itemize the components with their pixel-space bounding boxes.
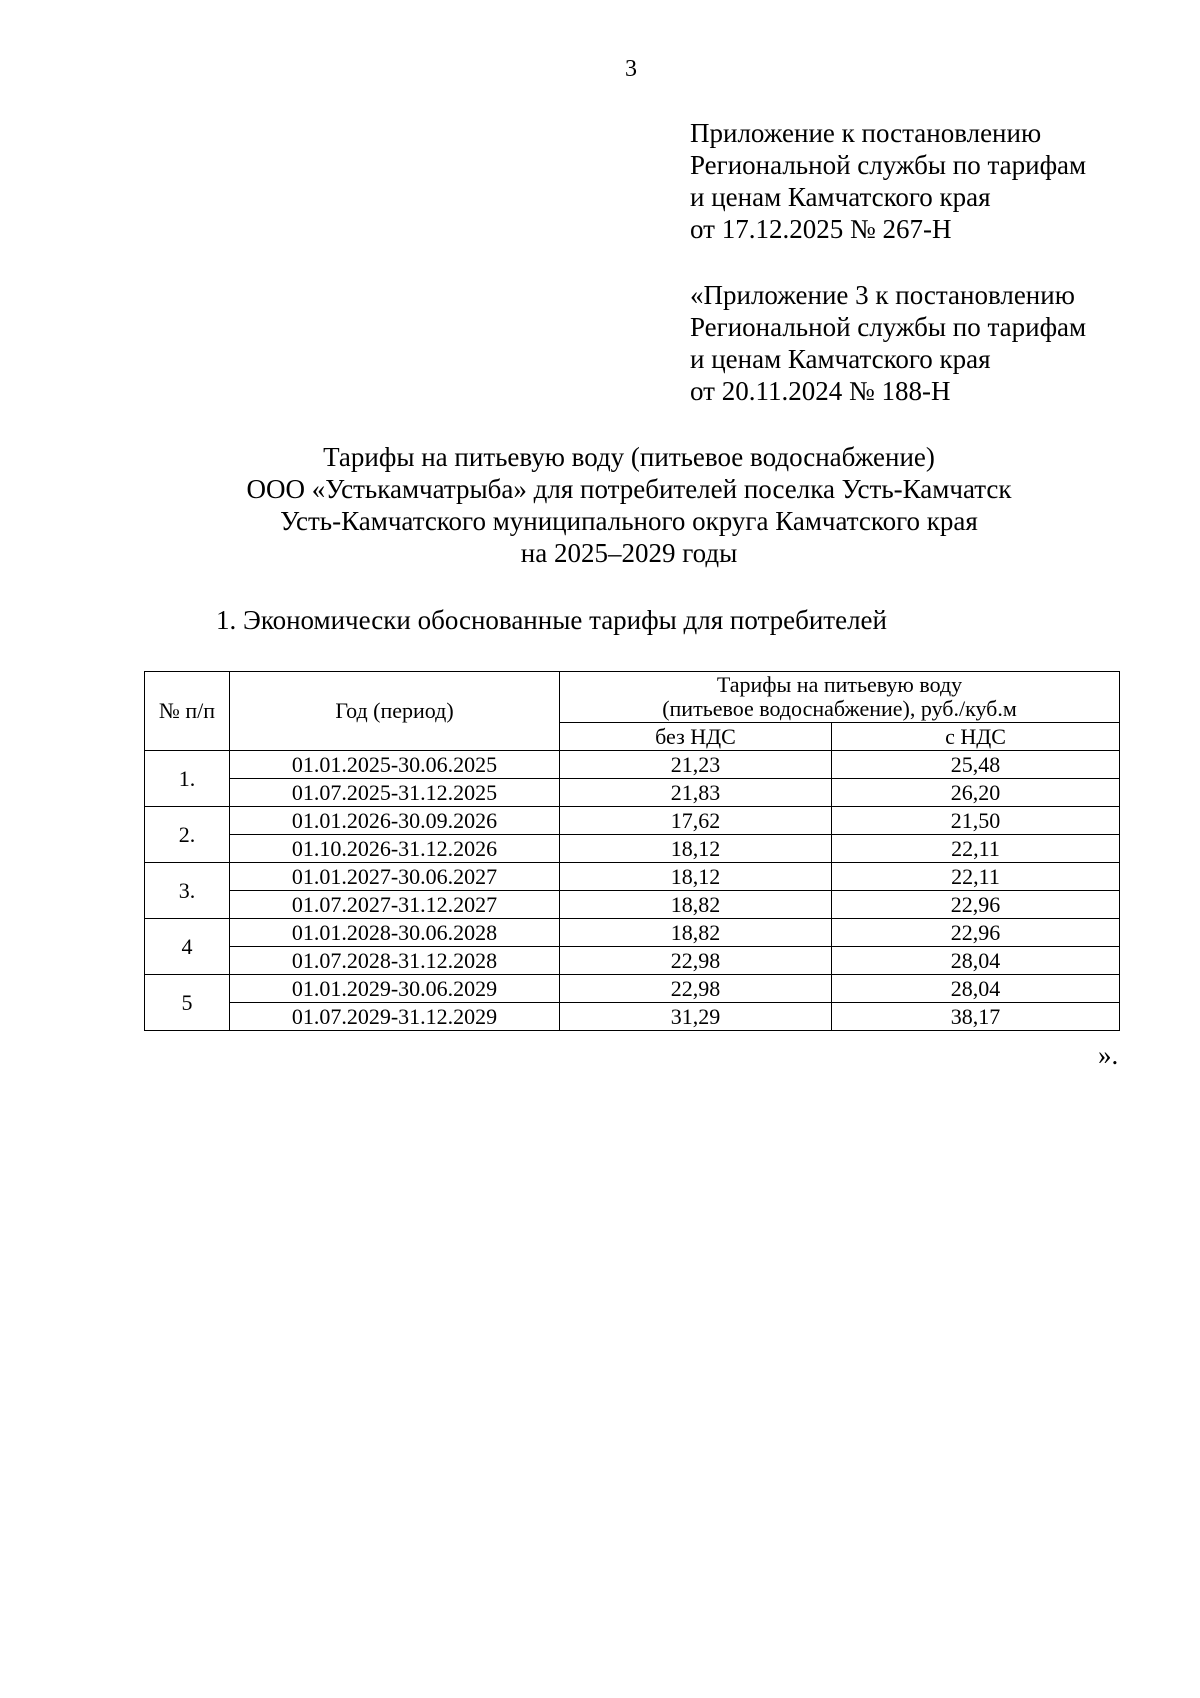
row-number: 2. — [145, 807, 230, 863]
vat-cell: 22,11 — [832, 835, 1120, 863]
table-row — [145, 891, 1120, 919]
no-vat-cell: 21,83 — [560, 779, 832, 807]
row-number: 4 — [145, 919, 230, 975]
title-line: Усть-Камчатского муниципального округа Камчатского края — [280, 506, 978, 536]
page-number: 3 — [625, 56, 637, 82]
no-vat-cell: 31,29 — [560, 1003, 832, 1031]
no-vat-cell: 18,12 — [560, 863, 832, 891]
vat-cell: 22,96 — [832, 919, 1120, 947]
table-row — [145, 835, 1120, 863]
header-num: № п/п — [145, 672, 230, 751]
table-row — [145, 947, 1120, 975]
vat-cell: 28,04 — [832, 975, 1120, 1003]
appendix-quote-line: Региональной службы по тарифам — [690, 312, 1087, 342]
appendix-quote-line: «Приложение 3 к постановлению — [690, 280, 1075, 310]
header-tariff-line2: (питьевое водоснабжение), руб./куб.м — [662, 696, 1017, 721]
title-line: на 2025–2029 годы — [520, 538, 738, 568]
no-vat-cell: 17,62 — [560, 807, 832, 835]
appendix-quote-line: и ценам Камчатского края — [690, 344, 991, 374]
title-line: ООО «Устькамчатрыба» для потребителей поселка Усть-Камчатск — [246, 474, 1012, 504]
title-line: Тарифы на питьевую воду (питьевое водоснабжение) — [323, 442, 935, 472]
row-number: 1. — [145, 751, 230, 807]
period-cell: 01.10.2026-31.12.2026 — [230, 835, 560, 863]
no-vat-cell: 22,98 — [560, 947, 832, 975]
appendix-header-line: от 17.12.2025 № 267-Н — [690, 214, 952, 244]
table-row — [145, 863, 1120, 891]
closing-quote-mark: ». — [1098, 1040, 1119, 1070]
period-cell: 01.01.2029-30.06.2029 — [230, 975, 560, 1003]
period-cell: 01.07.2027-31.12.2027 — [230, 891, 560, 919]
table-row — [145, 1003, 1120, 1031]
no-vat-cell: 18,82 — [560, 891, 832, 919]
header-period: Год (период) — [230, 672, 560, 751]
period-cell: 01.07.2029-31.12.2029 — [230, 1003, 560, 1031]
appendix-header-line: и ценам Камчатского края — [690, 182, 991, 212]
vat-cell: 26,20 — [832, 779, 1120, 807]
period-cell: 01.07.2028-31.12.2028 — [230, 947, 560, 975]
appendix-header-line: Приложение к постановлению — [690, 118, 1042, 148]
period-cell: 01.01.2026-30.09.2026 — [230, 807, 560, 835]
vat-cell: 38,17 — [832, 1003, 1120, 1031]
table-row — [145, 807, 1120, 835]
no-vat-cell: 21,23 — [560, 751, 832, 779]
appendix-header — [690, 117, 1086, 245]
header-tariff-line1: Тарифы на питьевую воду — [716, 672, 963, 697]
row-number: 3. — [145, 863, 230, 919]
vat-cell: 21,50 — [832, 807, 1120, 835]
table-row — [145, 975, 1120, 1003]
no-vat-cell: 18,12 — [560, 835, 832, 863]
period-cell: 01.01.2025-30.06.2025 — [230, 751, 560, 779]
no-vat-cell: 22,98 — [560, 975, 832, 1003]
period-cell: 01.01.2027-30.06.2027 — [230, 863, 560, 891]
no-vat-cell: 18,82 — [560, 919, 832, 947]
vat-cell: 22,11 — [832, 863, 1120, 891]
table-row — [145, 779, 1120, 807]
appendix-header-line: Региональной службы по тарифам — [690, 150, 1087, 180]
section-heading: 1. Экономически обоснованные тарифы для потребителей — [216, 605, 887, 635]
header-tariff — [560, 672, 1120, 723]
period-cell: 01.01.2028-30.06.2028 — [230, 919, 560, 947]
tariff-table — [144, 671, 1120, 1031]
table-row — [145, 919, 1120, 947]
table-row — [145, 751, 1120, 779]
document-title — [140, 441, 1118, 569]
row-number: 5 — [145, 975, 230, 1031]
appendix-quote — [690, 279, 1086, 407]
vat-cell: 25,48 — [832, 751, 1120, 779]
vat-cell: 22,96 — [832, 891, 1120, 919]
appendix-quote-line: от 20.11.2024 № 188-Н — [690, 376, 951, 406]
header-no-vat: без НДС — [560, 723, 832, 751]
vat-cell: 28,04 — [832, 947, 1120, 975]
period-cell: 01.07.2025-31.12.2025 — [230, 779, 560, 807]
header-vat: с НДС — [832, 723, 1120, 751]
